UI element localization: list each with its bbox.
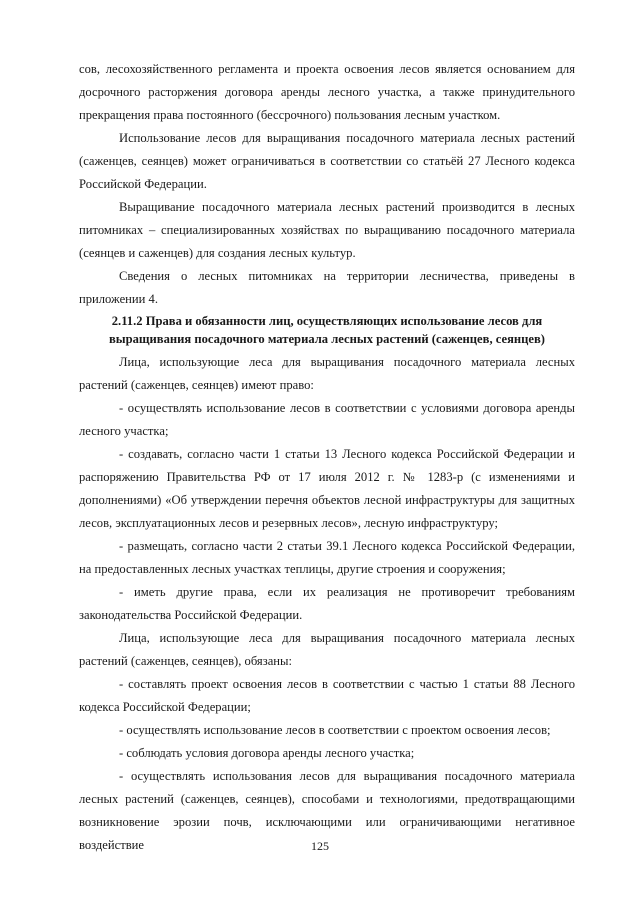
- duties-item: - осуществлять использование лесов в соответствии с проектом освоения лесов;: [119, 723, 551, 737]
- rights-item: - создавать, согласно части 1 статьи 13 Лесного кодекса Российской Федерации и распоряжению Правительства РФ от 17 июля 2012 г. № 1283-р (с изменениями и дополнениями) «Об утверждении перечня объектов лесной инфраструктуры для защитных лесов, эксплуатационных лесов и резервных лесов», лесную инфраструктуру;: [79, 447, 575, 530]
- page-number: 125: [311, 839, 329, 853]
- paragraph-appendix-reference: Сведения о лесных питомниках на территории лесничества, приведены в приложении 4.: [79, 269, 575, 306]
- paragraph-restriction: Использование лесов для выращивания посадочного материала лесных растений (саженцев, сеянцев) может ограничиваться в соответствии со статьёй 27 Лесного кодекса Российской Федерации.: [79, 131, 575, 191]
- paragraph-nurseries: Выращивание посадочного материала лесных растений производится в лесных питомниках – специализированных хозяйствах по выращиванию посадочного материала (сеянцев и саженцев) для создания лесных культур.: [79, 200, 575, 260]
- duties-item: - составлять проект освоения лесов в соответствии с частью 1 статьи 88 Лесного кодекса Российской Федерации;: [79, 677, 575, 714]
- duties-item: - соблюдать условия договора аренды лесного участка;: [119, 746, 415, 760]
- rights-item: - осуществлять использование лесов в соответствии с условиями договора аренды лесного участка;: [79, 401, 575, 438]
- rights-item: - размещать, согласно части 2 статьи 39.1 Лесного кодекса Российской Федерации, на предоставленных лесных участках теплицы, другие строения и сооружения;: [79, 539, 575, 576]
- duties-item: - осуществлять использования лесов для выращивания посадочного материала лесных растений (саженцев, сеянцев), способами и технологиями, предотвращающими возникновение эрозии почв, исключающими или ограничивающими негативное воздействие: [79, 769, 575, 852]
- paragraph-continuation: сов, лесохозяйственного регламента и проекта освоения лесов является основанием для досрочного расторжения договора аренды лесного участка, а также принудительного прекращения права постоянного (бессрочного) пользования лесным участком.: [79, 62, 575, 122]
- document-page: [79, 58, 575, 857]
- duties-intro: Лица, использующие леса для выращивания посадочного материала лесных растений (саженцев, сеянцев), обязаны:: [79, 631, 575, 668]
- rights-intro: Лица, использующие леса для выращивания посадочного материала лесных растений (саженцев, сеянцев) имеют право:: [79, 355, 575, 392]
- section-heading: 2.11.2 Права и обязанности лиц, осуществляющих использование лесов для выращивания посадочного материала лесных растений (саженцев, сеянцев): [108, 314, 545, 346]
- rights-item: - иметь другие права, если их реализация не противоречит требованиям законодательства Российской Федерации.: [79, 585, 575, 622]
